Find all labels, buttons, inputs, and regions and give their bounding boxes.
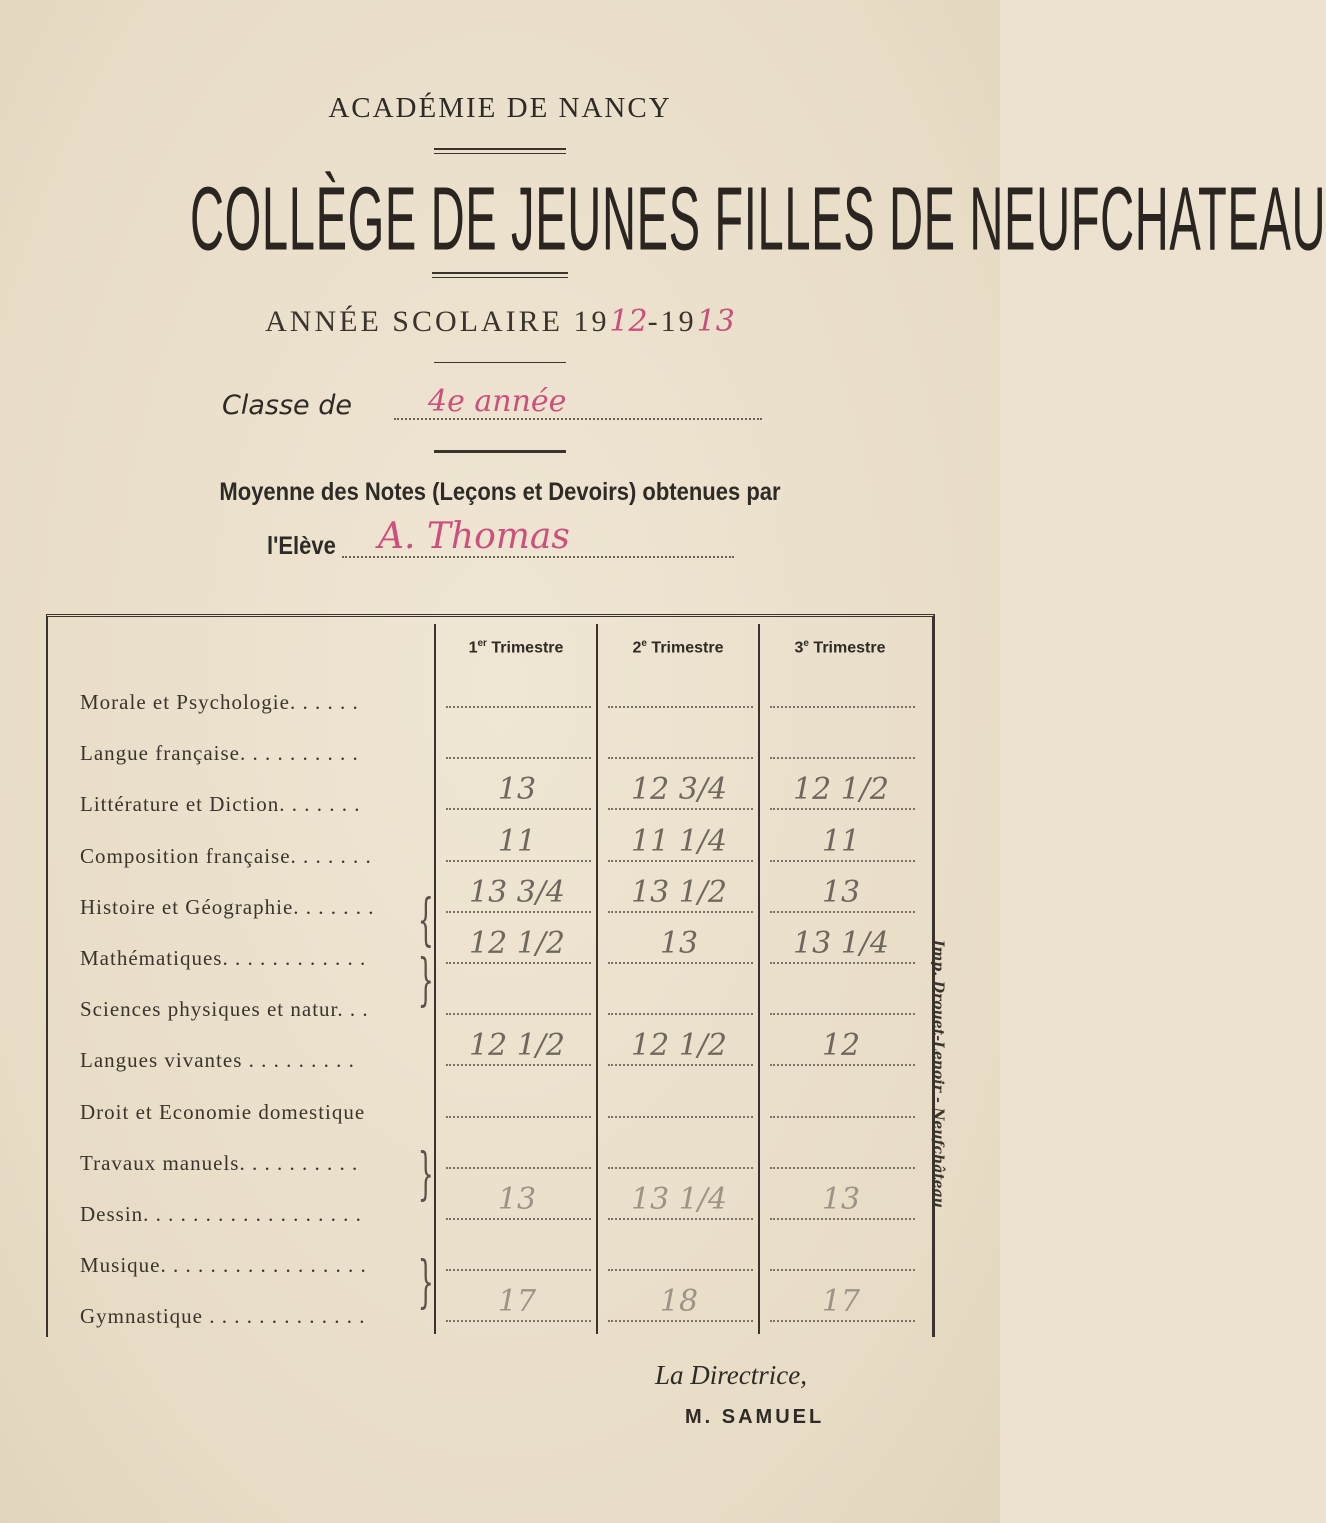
grade-dotted-line — [608, 860, 753, 862]
grade-value: 12 1/2 — [631, 1028, 727, 1063]
grade-value: 13 — [821, 1182, 861, 1217]
grade-value: 12 1/2 — [793, 772, 889, 807]
subject-label: Langues vivantes . . . . . . . . . — [80, 1048, 355, 1072]
grades-table — [46, 614, 935, 1337]
subject-label: Travaux manuels. . . . . . . . . . — [80, 1151, 359, 1175]
grade-dotted-line — [608, 1269, 753, 1271]
grade-dotted-line — [608, 1013, 753, 1015]
grade-value: 18 — [659, 1284, 699, 1319]
grade-dotted-line — [770, 1116, 915, 1118]
grade-dotted-line — [770, 1013, 915, 1015]
subject-label: Musique. . . . . . . . . . . . . . . . . — [80, 1253, 367, 1277]
school-year-from-handwritten: 12 — [609, 304, 648, 339]
column-header-trimestre-2: 2e Trimestre — [632, 638, 724, 657]
grade-dotted-line — [608, 1116, 753, 1118]
student-handwritten-name: A. Thomas — [378, 516, 570, 557]
subject-label: Mathématiques. . . . . . . . . . . . — [80, 946, 367, 970]
divider-rule — [434, 450, 566, 453]
grade-dotted-line — [446, 962, 591, 964]
student-label: l'Elève — [267, 532, 336, 560]
divider-rule — [434, 148, 566, 154]
grade-dotted-line — [770, 1167, 915, 1169]
grade-dotted-line — [446, 911, 591, 913]
column-header-trimestre-3: 3e Trimestre — [794, 638, 886, 657]
class-handwritten-value: 4e année — [428, 384, 567, 419]
grade-dotted-line — [770, 860, 915, 862]
grade-value: 13 1/2 — [631, 875, 727, 910]
grade-dotted-line — [770, 1269, 915, 1271]
grade-dotted-line — [608, 1320, 753, 1322]
column-header-trimestre-1: 1er Trimestre — [468, 638, 564, 657]
class-label: Classe de — [222, 390, 352, 421]
column-divider — [758, 624, 760, 1334]
academy-heading: ACADÉMIE DE NANCY — [328, 92, 672, 124]
grade-dotted-line — [608, 1064, 753, 1066]
grade-dotted-line — [446, 1269, 591, 1271]
grade-dotted-line — [608, 1167, 753, 1169]
grade-dotted-line — [770, 757, 915, 759]
grade-dotted-line — [770, 911, 915, 913]
grouping-brace: } — [417, 1250, 434, 1315]
grade-dotted-line — [770, 1320, 915, 1322]
subject-label: Histoire et Géographie. . . . . . . — [80, 895, 375, 919]
grade-value: 17 — [821, 1284, 861, 1319]
grade-dotted-line — [446, 1320, 591, 1322]
printer-imprint: Imp. Drouet-Lenoir - Neufchâteau — [930, 940, 946, 1208]
grade-dotted-line — [770, 808, 915, 810]
divider-rule — [434, 362, 566, 363]
signature-name: M. SAMUEL — [685, 1406, 825, 1428]
grade-value: 13 1/4 — [793, 926, 889, 961]
subject-label: Littérature et Diction. . . . . . . — [80, 792, 361, 816]
grade-dotted-line — [608, 757, 753, 759]
grade-value: 13 — [821, 875, 861, 910]
grade-dotted-line — [446, 1218, 591, 1220]
grades-heading: Moyenne des Notes (Leçons et Devoirs) obtenues par — [219, 478, 781, 506]
subject-label: Langue française. . . . . . . . . . — [80, 741, 359, 765]
college-title: COLLÈGE DE JEUNES FILLES DE NEUFCHATEAU — [190, 169, 1326, 270]
grade-value: 12 1/2 — [469, 1028, 565, 1063]
grade-dotted-line — [446, 808, 591, 810]
grouping-brace: } — [417, 1142, 434, 1207]
grade-value: 12 1/2 — [469, 926, 565, 961]
grade-dotted-line — [446, 1064, 591, 1066]
school-year-to-handwritten: 13 — [696, 304, 735, 339]
grade-dotted-line — [608, 962, 753, 964]
grade-dotted-line — [770, 1218, 915, 1220]
grade-value: 12 — [821, 1028, 861, 1063]
column-divider — [596, 624, 598, 1334]
grade-dotted-line — [770, 962, 915, 964]
grouping-brace: } — [417, 948, 434, 1013]
grade-value: 11 — [821, 824, 861, 859]
subject-label: Gymnastique . . . . . . . . . . . . . — [80, 1304, 366, 1328]
school-year-label: ANNÉE SCOLAIRE 19 — [265, 305, 610, 338]
grade-dotted-line — [770, 706, 915, 708]
school-year-separator: -19 — [647, 305, 697, 338]
grade-dotted-line — [446, 1013, 591, 1015]
grade-dotted-line — [446, 1167, 591, 1169]
grade-value: 13 — [497, 772, 537, 807]
grade-dotted-line — [446, 860, 591, 862]
grade-dotted-line — [608, 706, 753, 708]
directrice-label: La Directrice, — [655, 1360, 807, 1390]
subject-label: Droit et Economie domestique — [80, 1100, 366, 1124]
grade-dotted-line — [608, 1218, 753, 1220]
subject-label: Composition française. . . . . . . — [80, 844, 372, 868]
column-divider — [434, 624, 436, 1334]
grade-value: 11 1/4 — [631, 824, 727, 859]
grade-dotted-line — [446, 706, 591, 708]
grade-value: 13 1/4 — [631, 1182, 727, 1217]
grade-value: 13 3/4 — [469, 875, 565, 910]
grade-value: 13 — [497, 1182, 537, 1217]
grade-dotted-line — [608, 808, 753, 810]
grade-dotted-line — [770, 1064, 915, 1066]
grade-value: 12 3/4 — [631, 772, 727, 807]
grade-dotted-line — [446, 1116, 591, 1118]
grade-dotted-line — [608, 911, 753, 913]
subject-label: Sciences physiques et natur. . . — [80, 997, 369, 1021]
grade-value: 13 — [659, 926, 699, 961]
grade-value: 11 — [497, 824, 537, 859]
grade-value: 17 — [497, 1284, 537, 1319]
school-year — [0, 304, 1000, 339]
grouping-brace: { — [417, 888, 434, 953]
grade-dotted-line — [446, 757, 591, 759]
divider-rule — [432, 272, 568, 278]
subject-label: Morale et Psychologie. . . . . . — [80, 690, 359, 714]
subject-label: Dessin. . . . . . . . . . . . . . . . . . — [80, 1202, 362, 1226]
